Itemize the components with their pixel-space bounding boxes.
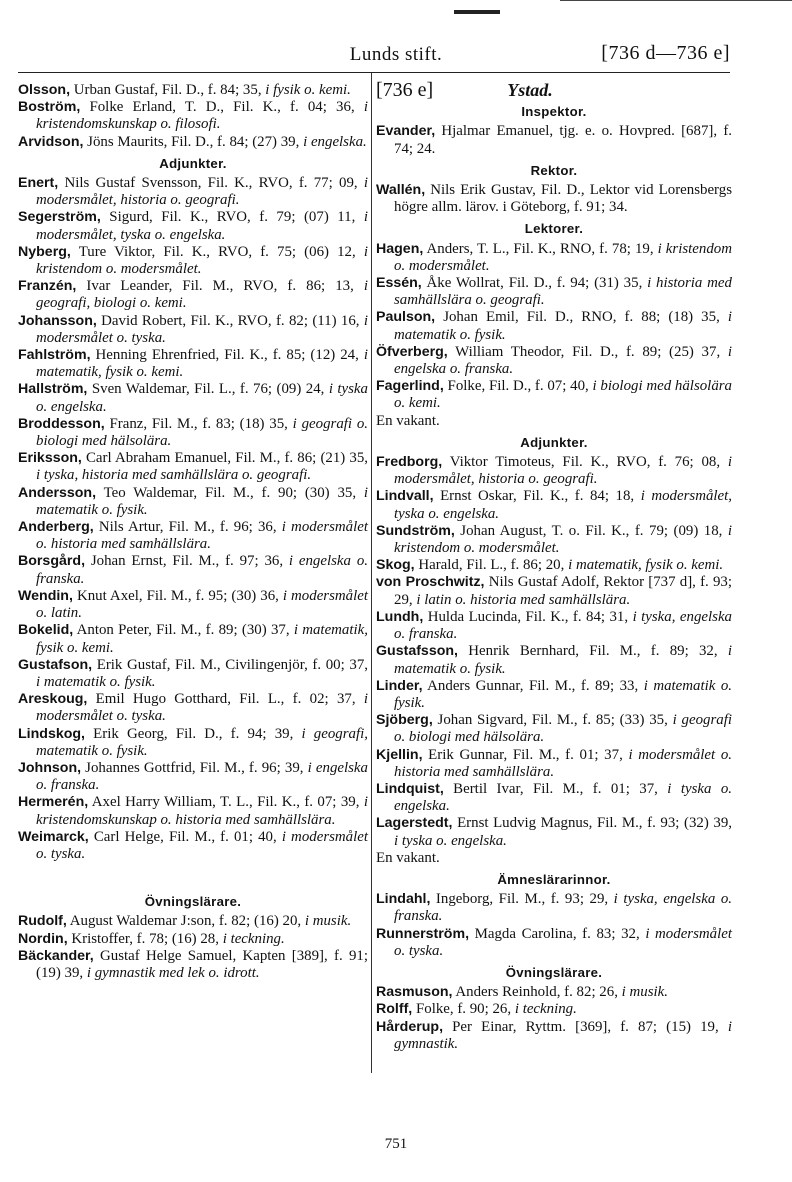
staff-entry — [376, 378, 732, 412]
staff-entry — [376, 182, 732, 216]
staff-details: Ivar Leander, Fil. M., RVO, f. 86; 13, — [76, 278, 364, 295]
staff-name: Öfverberg, — [376, 343, 448, 360]
staff-entry — [376, 678, 732, 712]
staff-entry — [18, 760, 368, 794]
staff-subjects: i fysik o. kemi. — [265, 82, 351, 98]
staff-details: Knut Axel, Fil. M., f. 95; (30) 36, — [72, 587, 283, 604]
staff-name: Runnerström, — [376, 925, 470, 942]
staff-name: Boström, — [18, 99, 81, 116]
staff-subjects: i geografi, matematik o. fysik. — [36, 725, 368, 759]
staff-details: Magda Carolina, f. 83; 32, — [469, 925, 646, 942]
left-column — [18, 82, 368, 982]
right-adjunkter-list — [376, 454, 732, 850]
staff-name: Sundström, — [376, 522, 455, 539]
column-divider — [371, 73, 372, 1073]
school-header — [376, 79, 732, 101]
staff-subjects: i musik. — [621, 984, 668, 1001]
staff-entry — [376, 643, 732, 677]
staff-subjects: i modersmålet o. tyska. — [36, 691, 368, 725]
staff-subjects: i tyska, engelska o. franska. — [394, 608, 733, 643]
staff-subjects: i kristendomskunskap o. historia med samhällslära. — [36, 794, 368, 828]
staff-subjects: i engelska. — [303, 133, 367, 150]
staff-subjects: i matematik o. fysik. — [394, 309, 732, 343]
staff-entry — [376, 241, 732, 275]
header-rule — [18, 72, 730, 73]
staff-details: Nils Artur, Fil. M., f. 96; 36, — [93, 519, 282, 536]
staff-subjects: i modersmålet, historia o. geografi. — [394, 454, 732, 488]
staff-entry — [18, 381, 368, 415]
staff-details: Hjalmar Emanuel, tjg. e. o. Hovpred. [687], f. 74; 24. — [394, 123, 732, 157]
staff-entry — [376, 815, 732, 849]
staff-name: Enert, — [18, 175, 59, 192]
staff-details: Henrik Bernhard, Fil. M., f. 89; 32, — [458, 643, 728, 660]
section-heading-inspektor: Inspektor. — [521, 104, 587, 120]
staff-name: Lindquist, — [376, 780, 444, 797]
school-tag: [736 e] — [376, 79, 434, 101]
staff-subjects: i gymnastik. — [394, 1018, 732, 1052]
staff-entry — [18, 450, 368, 484]
staff-details: Anton Peter, Fil. M., f. 89; (30) 37, — [73, 622, 294, 639]
staff-name: Rolff, — [376, 1001, 413, 1018]
staff-entry — [18, 588, 368, 622]
staff-entry — [18, 278, 368, 312]
staff-name: Fahlström, — [18, 347, 91, 364]
staff-entry — [18, 485, 368, 519]
staff-name: Kjellin, — [376, 746, 423, 763]
staff-details: Axel Harry William, T. L., Fil. K., f. 07; 39, — [88, 794, 364, 811]
right-inspektor-list — [376, 123, 732, 157]
staff-name: Lindskog, — [18, 725, 85, 742]
staff-subjects: i modersmålet o. tyska. — [36, 312, 368, 346]
staff-entry — [376, 926, 732, 960]
staff-entry — [18, 209, 368, 243]
staff-subjects: i kristendom o. modersmålet. — [36, 243, 368, 278]
staff-name: Lundh, — [376, 608, 424, 625]
right-amneslararinnor-list — [376, 891, 732, 960]
staff-details: Bertil Ivar, Fil. M., f. 01; 37, — [443, 780, 668, 797]
staff-name: Wendin, — [18, 587, 73, 604]
staff-subjects: i tyska o. engelska. — [394, 780, 732, 815]
staff-details: Johan Ernst, Fil. M., f. 97; 36, — [85, 553, 289, 570]
staff-entry — [18, 244, 368, 278]
top-ornament-rule — [454, 10, 500, 14]
section-heading-ovningslarare-right: Övningslärare. — [505, 964, 603, 980]
staff-details: August Waldemar J:son, f. 82; (16) 20, — [66, 913, 305, 930]
staff-name: Gustafsson, — [376, 643, 458, 660]
staff-name: Hagen, — [376, 240, 424, 257]
staff-subjects: i modersmålet, tyska o. engelska. — [394, 488, 732, 522]
staff-entry — [376, 309, 732, 343]
staff-subjects: i modersmålet o. tyska. — [36, 828, 368, 862]
staff-details: Erik Gunnar, Fil. M., f. 01; 37, — [422, 746, 629, 763]
staff-entry — [376, 523, 732, 557]
staff-entry — [18, 553, 368, 587]
staff-name: Lindahl, — [376, 891, 431, 908]
staff-entry — [376, 123, 732, 157]
staff-name: Lagerstedt, — [376, 815, 453, 832]
staff-name: Franzén, — [18, 278, 77, 295]
staff-entry — [18, 134, 368, 151]
staff-subjects: i tyska o. engelska. — [394, 832, 507, 849]
staff-details: Johan August, T. o. Fil. K., f. 79; (09) 18, — [454, 522, 728, 539]
staff-details: Carl Abraham Emanuel, Fil. M., f. 86; (21) 35, — [81, 450, 368, 467]
staff-name: Skog, — [376, 557, 415, 574]
left-top-entries — [18, 82, 368, 151]
adjunkter-vacancy-note: En vakant. — [376, 849, 440, 866]
school-town: Ystad. — [507, 80, 553, 100]
top-edge-line — [560, 0, 792, 1]
left-ovningslarare-list — [18, 913, 368, 982]
staff-subjects: i geografi, biologi o. kemi. — [36, 278, 368, 312]
right-column — [376, 79, 733, 1053]
staff-details: Ernst Oskar, Fil. K., f. 84; 18, — [433, 488, 641, 505]
staff-subjects: i teckning. — [222, 930, 285, 947]
staff-entry — [376, 712, 732, 746]
staff-details: Teo Waldemar, Fil. M., f. 90; (30) 35, — [96, 484, 364, 501]
staff-subjects: i matematik, fysik o. kemi. — [36, 347, 368, 381]
staff-details: Sven Waldemar, Fil. L., f. 76; (09) 24, — [87, 381, 329, 398]
section-heading-lektorer: Lektorer. — [524, 221, 584, 237]
section-heading-ovningslarare: Övningslärare. — [144, 894, 242, 910]
section-heading-adjunkter: Adjunkter. — [159, 155, 227, 171]
staff-entry — [18, 313, 368, 347]
staff-details: Per Einar, Ryttm. [369], f. 87; (15) 19, — [443, 1018, 728, 1035]
right-ovningslarare-list — [376, 984, 732, 1053]
staff-name: Segerström, — [18, 209, 101, 226]
staff-details: David Robert, Fil. K., RVO, f. 82; (11) 16, — [96, 312, 364, 329]
staff-details: Sigurd, Fil. K., RVO, f. 79; (07) 11, — [100, 209, 364, 226]
left-adjunkter-list — [18, 175, 368, 863]
staff-name: Hårderup, — [376, 1018, 444, 1035]
staff-name: Evander, — [376, 123, 436, 140]
staff-details: Åke Wollrat, Fil. D., f. 94; (31) 35, — [421, 275, 648, 292]
staff-entry — [376, 275, 732, 309]
staff-name: Bokelid, — [18, 622, 74, 639]
staff-name: Gustafson, — [18, 656, 93, 673]
staff-subjects: i matematik, fysik o. kemi. — [568, 557, 724, 574]
staff-name: Nyberg, — [18, 243, 71, 260]
staff-name: Weimarck, — [18, 828, 89, 845]
staff-subjects: i kristendomskunskap o. filosofi. — [36, 99, 368, 133]
staff-subjects: i modersmålet, tyska o. engelska. — [36, 209, 368, 243]
staff-details: Kristoffer, f. 78; (16) 28, — [67, 930, 223, 947]
staff-entry — [18, 416, 368, 450]
staff-subjects: i teckning. — [514, 1001, 577, 1018]
staff-entry — [376, 984, 732, 1001]
staff-entry — [376, 557, 732, 574]
staff-subjects: i engelska o. franska. — [394, 343, 732, 378]
staff-name: Linder, — [376, 677, 423, 694]
staff-subjects: i gymnastik med lek o. idrott. — [86, 964, 260, 981]
staff-subjects: i matematik o. fysik. — [394, 677, 732, 711]
staff-entry — [376, 344, 732, 378]
staff-entry — [18, 794, 368, 828]
staff-subjects: i modersmålet o. tyska. — [394, 925, 732, 959]
staff-name: von Proschwitz, — [376, 574, 485, 591]
staff-details: Emil Hugo Gotthard, Fil. L., f. 02; 37, — [87, 691, 364, 708]
staff-name: Arvidson, — [18, 133, 84, 150]
staff-name: Lindvall, — [376, 488, 434, 505]
staff-name: Essén, — [376, 275, 422, 292]
staff-entry — [18, 829, 368, 863]
staff-subjects: i matematik, fysik o. kemi. — [36, 622, 368, 656]
staff-subjects: i tyska, engelska o. franska. — [394, 891, 732, 925]
staff-details: Anders, T. L., Fil. K., RNO, f. 78; 19, — [423, 240, 658, 257]
staff-entry — [18, 622, 368, 656]
staff-entry — [376, 609, 732, 643]
staff-entry — [18, 99, 368, 133]
staff-subjects: i musik. — [304, 913, 352, 930]
staff-details: Erik Georg, Fil. D., f. 94; 39, — [85, 725, 302, 742]
staff-entry — [18, 657, 368, 691]
staff-details: Ingeborg, Fil. M., f. 93; 29, — [430, 891, 614, 908]
staff-subjects: i kristendom o. modersmålet. — [394, 240, 732, 274]
staff-entry — [376, 781, 732, 815]
staff-details: Ture Viktor, Fil. K., RVO, f. 75; (06) 12, — [70, 243, 364, 260]
staff-subjects: i matematik o. fysik. — [394, 643, 732, 677]
staff-entry — [376, 454, 732, 488]
staff-entry — [18, 913, 368, 930]
staff-name: Nordin, — [18, 930, 68, 947]
staff-subjects: i historia med samhällslära o. geografi. — [394, 275, 732, 309]
staff-details: Erik Gustaf, Fil. M., Civilingenjör, f. 00; 37, — [92, 656, 368, 673]
staff-subjects: i engelska o. franska. — [36, 759, 368, 794]
staff-name: Fagerlind, — [376, 378, 444, 395]
staff-subjects: i modersmålet, historia o. geografi. — [36, 175, 368, 209]
staff-details: Henning Ehrenfried, Fil. K., f. 85; (12) 24, — [90, 347, 364, 364]
staff-name: Paulson, — [376, 309, 436, 326]
page-number: 751 — [384, 1136, 408, 1152]
staff-details: Johan Sigvard, Fil. M., f. 85; (33) 35, — [432, 712, 673, 729]
staff-subjects: i modersmålet o. historia med samhällslära. — [394, 746, 732, 780]
staff-subjects: i matematik o. fysik. — [36, 484, 368, 518]
staff-name: Anderberg, — [18, 519, 94, 536]
staff-entry — [18, 931, 368, 948]
lektorer-vacancy-note: En vakant. — [376, 412, 440, 429]
staff-name: Areskoug, — [18, 691, 88, 708]
staff-name: Johnson, — [18, 759, 82, 776]
staff-entry — [376, 747, 732, 781]
staff-name: Hallström, — [18, 381, 88, 398]
staff-entry — [18, 347, 368, 381]
staff-name: Bäckander, — [18, 947, 94, 964]
staff-subjects: i tyska o. engelska. — [36, 381, 368, 415]
staff-details: Nils Erik Gustav, Fil. D., Lektor vid Lorensbergs högre allm. lärov. i Göteborg, f. 91; 34. — [394, 182, 732, 216]
staff-subjects: i kristendom o. modersmålet. — [394, 522, 732, 557]
staff-name: Wallén, — [376, 182, 426, 199]
staff-details: Johannes Gottfrid, Fil. M., f. 96; 39, — [81, 759, 308, 776]
staff-details: Nils Gustaf Svensson, Fil. K., RVO, f. 77; 09, — [58, 175, 364, 192]
staff-subjects: i biologi med hälsolära o. kemi. — [394, 378, 733, 412]
staff-name: Rasmuson, — [376, 984, 453, 1001]
staff-entry — [18, 82, 368, 99]
staff-name: Broddesson, — [18, 415, 105, 432]
staff-details: Johan Emil, Fil. D., RNO, f. 88; (18) 35, — [435, 309, 728, 326]
right-rektor-list — [376, 182, 732, 216]
staff-entry — [376, 1019, 732, 1053]
staff-details: William Theodor, Fil. D., f. 89; (25) 37, — [447, 343, 728, 360]
staff-entry — [376, 891, 732, 925]
staff-entry — [18, 691, 368, 725]
staff-name: Hermerén, — [18, 794, 89, 811]
staff-details: Urban Gustaf, Fil. D., f. 84; 35, — [70, 82, 266, 98]
staff-details: Folke, f. 90; 26, — [412, 1001, 515, 1018]
staff-name: Fredborg, — [376, 454, 443, 471]
staff-name: Borsgård, — [18, 553, 86, 570]
staff-details: Ernst Ludvig Magnus, Fil. M., f. 93; (32) 39, — [452, 815, 732, 832]
staff-details: Franz, Fil. M., f. 83; (18) 35, — [104, 415, 293, 432]
staff-subjects: i modersmålet o. historia med samhällslära. — [36, 519, 368, 553]
staff-name: Sjöberg, — [376, 712, 433, 729]
staff-name: Rudolf, — [18, 913, 67, 930]
section-heading-amneslararinnor: Ämneslärarinnor. — [497, 871, 611, 887]
staff-entry — [376, 488, 732, 522]
staff-entry — [18, 519, 368, 553]
section-heading-rektor: Rektor. — [530, 162, 578, 178]
staff-subjects: i matematik o. fysik. — [36, 673, 156, 690]
staff-subjects: i geografi o. biologi med hälsolära. — [394, 712, 732, 746]
staff-entry — [376, 574, 732, 608]
staff-subjects: i geografi o. biologi med hälsolära. — [36, 415, 368, 450]
staff-details: Nils Gustaf Adolf, Rektor [737 d], f. 93; 29, — [394, 574, 733, 608]
staff-entry — [376, 1001, 732, 1018]
right-lektorer-list — [376, 241, 732, 413]
staff-details: Harald, Fil. L., f. 86; 20, — [414, 557, 569, 574]
staff-details: Anders Gunnar, Fil. M., f. 89; 33, — [422, 677, 644, 694]
staff-details: Anders Reinhold, f. 82; 26, — [452, 984, 622, 1001]
staff-details: Hulda Lucinda, Fil. K., f. 84; 31, — [423, 608, 633, 625]
staff-details: Carl Helge, Fil. M., f. 01; 40, — [88, 828, 282, 845]
staff-details: Folke, Fil. D., f. 07; 40, — [443, 378, 593, 395]
staff-subjects: i latin o. historia med samhällslära. — [416, 591, 631, 608]
staff-details: Folke Erland, T. D., Fil. K., f. 04; 36, — [80, 99, 364, 116]
staff-name: Eriksson, — [18, 450, 82, 467]
staff-details: Gustaf Helge Samuel, Kapten [389], f. 91; (19) 39, — [36, 947, 368, 981]
staff-name: Andersson, — [18, 484, 97, 501]
staff-subjects: i tyska, historia med samhällslära o. geografi. — [36, 467, 312, 484]
staff-entry — [18, 726, 368, 760]
section-heading-adjunkter-right: Adjunkter. — [520, 434, 588, 450]
staff-entry — [18, 948, 368, 982]
staff-subjects: i modersmålet o. latin. — [36, 587, 368, 622]
page-range: [736 d—736 e] — [601, 42, 730, 64]
staff-details: Viktor Timoteus, Fil. K., RVO, f. 76; 08, — [442, 454, 728, 471]
staff-name: Johansson, — [18, 312, 97, 329]
staff-name: Olsson, — [18, 82, 71, 98]
page-title: Lunds stift. — [349, 44, 443, 65]
staff-details: Jöns Maurits, Fil. D., f. 84; (27) 39, — [83, 133, 304, 150]
staff-entry — [18, 175, 368, 209]
staff-subjects: i engelska o. franska. — [36, 553, 368, 587]
